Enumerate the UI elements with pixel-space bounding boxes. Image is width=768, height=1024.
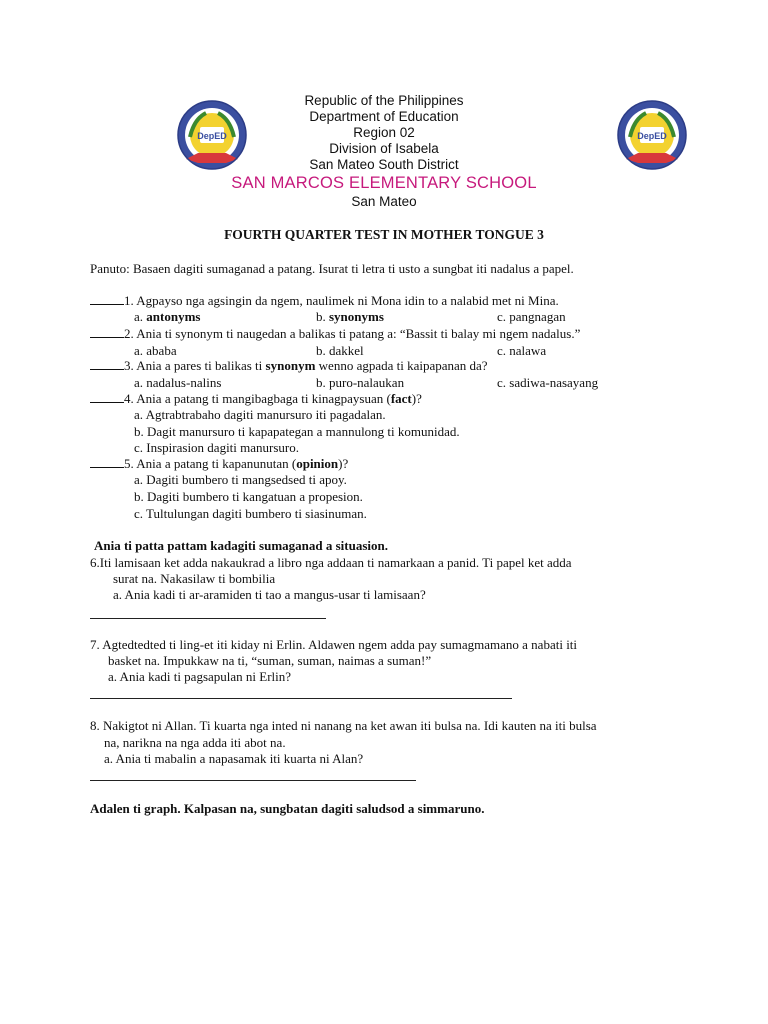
situation-7-question: a. Ania kadi ti pagsapulan ni Erlin? <box>108 669 292 684</box>
question-5-option-a: a. Dagiti bumbero ti mangsedsed ti apoy. <box>134 472 347 487</box>
header-department: Department of Education <box>309 109 459 124</box>
answer-blank[interactable] <box>90 293 124 305</box>
question-2: 2. Ania ti synonym ti naugedan a balikas ti patang a: “Bassit ti balay mi ngem nadalus.” <box>90 326 580 342</box>
situation-7-line-1: 7. Agtedtedted ti ling-et iti kiday ni Erlin. Aldawen ngem adda pay sumagmamano a nabati iti <box>90 637 578 652</box>
situation-8-answer-line[interactable] <box>90 780 416 781</box>
question-3: 3. Ania a pares ti balikas ti synonym wenno agpada ti kaipapanan da? <box>90 358 488 374</box>
situation-8-question: a. Ania ti mabalin a napasamak iti kuarta ni Alan? <box>104 751 364 766</box>
answer-blank[interactable] <box>90 391 124 403</box>
situation-8-line-2: na, narikna na nga adda iti abot na. <box>104 735 286 750</box>
answer-blank[interactable] <box>90 456 124 468</box>
question-3-option-a: a. nadalus-nalins <box>134 375 222 390</box>
answer-blank[interactable] <box>90 326 124 338</box>
seal-center-text: DepED <box>637 131 667 141</box>
situation-6-line-1: 6.Iti lamisaan ket adda nakaukrad a libro nga addaan ti namarkaan a panid. Ti papel ket adda <box>90 555 572 570</box>
question-3-option-b: b. puro-nalaukan <box>316 375 405 390</box>
question-2-option-b: b. dakkel <box>316 343 364 358</box>
question-4-option-b: b. Dagit manursuro ti kapapategan a mannulong ti komunidad. <box>134 424 460 439</box>
situation-heading: Ania ti patta pattam kadagiti sumaganad a situasion. <box>94 538 388 553</box>
question-2-option-a: a. ababa <box>134 343 177 358</box>
question-5-option-c: c. Tultulungan dagiti bumbero ti siasinuman. <box>134 506 367 521</box>
question-4: 4. Ania a patang ti mangibagbaga ti kinagpaysuan (fact)? <box>90 391 422 407</box>
question-4-option-c: c. Inspirasion dagiti manursuro. <box>134 440 300 455</box>
test-title: FOURTH QUARTER TEST IN MOTHER TONGUE 3 <box>224 227 544 242</box>
situation-7-line-2: basket na. Impukkaw na ti, “suman, suman, naimas a suman!” <box>108 653 432 668</box>
school-name: SAN MARCOS ELEMENTARY SCHOOL <box>231 174 537 192</box>
question-1-option-b: b. synonyms <box>316 309 384 324</box>
situation-8-line-1: 8. Nakigtot ni Allan. Ti kuarta nga inted ni nanang na ket awan iti bulsa na. Idi kauten na iti bulsa <box>90 718 597 733</box>
situation-7-answer-line[interactable] <box>90 698 512 699</box>
header-republic: Republic of the Philippines <box>304 93 464 108</box>
seal-center-text: DepED <box>197 131 227 141</box>
situation-6-line-2: surat na. Nakasilaw ti bombilia <box>113 571 276 586</box>
question-4-option-a: a. Agtrabtrabaho dagiti manursuro iti pagadalan. <box>134 407 386 422</box>
question-1-option-a: a. antonyms <box>134 309 201 324</box>
school-town: San Mateo <box>351 194 417 209</box>
question-2-option-c: c. nalawa <box>497 343 547 358</box>
situation-6-answer-line[interactable] <box>90 618 326 619</box>
question-1: 1. Agpayso nga agsingin da ngem, naulimek ni Mona idin to a nalabid met ni Mina. <box>90 293 559 309</box>
graph-instruction: Adalen ti graph. Kalpasan na, sungbatan dagiti saludsod a simmaruno. <box>90 801 485 816</box>
header-district: San Mateo South District <box>309 157 459 172</box>
situation-6-question: a. Ania kadi ti ar-aramiden ti tao a mangus-usar ti lamisaan? <box>113 587 426 602</box>
header-region: Region 02 <box>353 125 415 140</box>
instructions: Panuto: Basaen dagiti sumaganad a patang. Isurat ti letra ti usto a sungbat iti nadalus a papel. <box>90 261 574 276</box>
question-5-option-b: b. Dagiti bumbero ti kangatuan a propesion. <box>134 489 363 504</box>
question-5: 5. Ania a patang ti kapanunutan (opinion)? <box>90 456 348 472</box>
question-1-option-c: c. pangnagan <box>497 309 566 324</box>
header-division: Division of Isabela <box>329 141 439 156</box>
question-3-option-c: c. sadiwa-nasayang <box>497 375 599 390</box>
answer-blank[interactable] <box>90 358 124 370</box>
